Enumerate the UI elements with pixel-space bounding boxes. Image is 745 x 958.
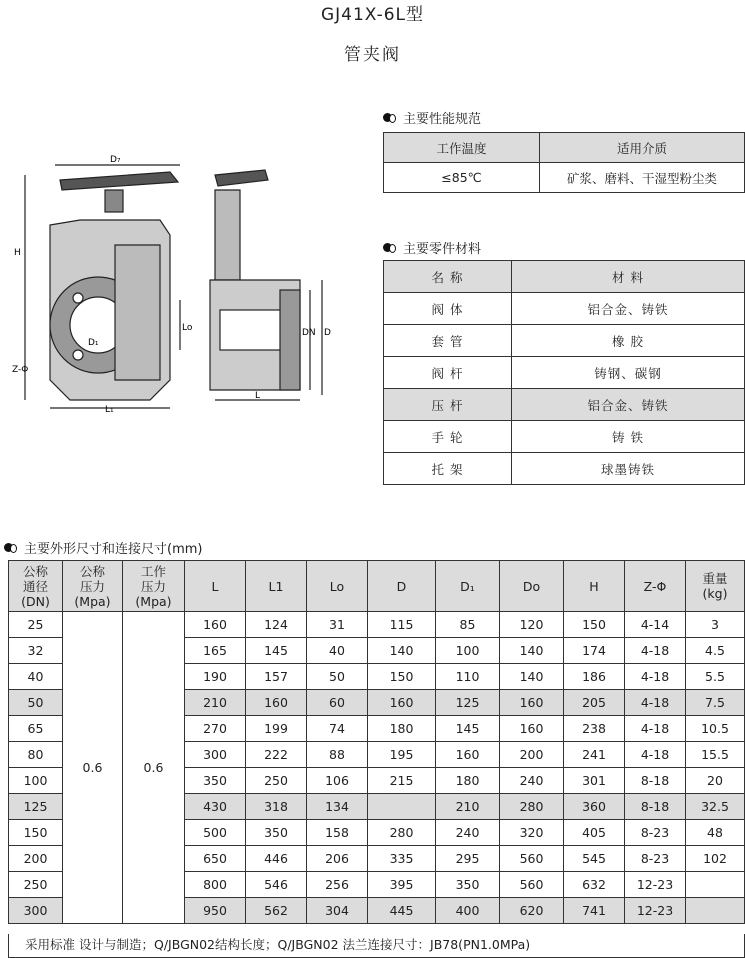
dims-value-cell: 50 [307,664,368,690]
materials-table [383,260,745,485]
dims-value-cell: 301 [564,768,625,794]
dimensions-heading [4,538,202,557]
dims-value-cell: 145 [436,716,500,742]
dims-value-cell: 12-23 [625,898,686,924]
dims-value-cell: 562 [246,898,307,924]
dims-dn-cell: 80 [9,742,63,768]
dims-value-cell: 100 [436,638,500,664]
dims-value-cell: 206 [307,846,368,872]
dims-value-cell: 102 [686,846,745,872]
dims-value-cell: 190 [185,664,246,690]
dims-header-cell: L1 [246,561,307,612]
dims-value-cell: 12-23 [625,872,686,898]
dims-value-cell: 430 [185,794,246,820]
dims-value-cell [368,794,436,820]
mat-name: 套 管 [384,325,512,357]
dims-value-cell: 500 [185,820,246,846]
dims-header-cell: D₁ [436,561,500,612]
perf-header-temp: 工作温度 [384,133,540,163]
dims-value-cell: 160 [500,690,564,716]
dims-value-cell: 4-18 [625,742,686,768]
dims-value-cell: 140 [368,638,436,664]
dims-dn-cell: 100 [9,768,63,794]
label-d7: D₇ [110,155,121,165]
dims-header-cell: 公称 通径 (DN) [9,561,63,612]
table-row [9,612,745,638]
label-lo: Lo [182,323,193,333]
dims-header-cell: Do [500,561,564,612]
mat-header-name: 名 称 [384,261,512,293]
dims-value-cell: 4-18 [625,664,686,690]
dims-value-cell: 32.5 [686,794,745,820]
dims-value-cell: 546 [246,872,307,898]
dims-value-cell: 8-18 [625,768,686,794]
dims-value-cell: 650 [185,846,246,872]
dims-value-cell: 20 [686,768,745,794]
mat-header-material: 材 料 [512,261,745,293]
dims-value-cell: 180 [368,716,436,742]
valve-drawing [10,150,340,415]
bullet-icon [383,243,395,252]
performance-table [383,132,745,193]
dims-header-cell: 重量 (kg) [686,561,745,612]
dims-value-cell: 4-18 [625,690,686,716]
dims-value-cell: 195 [368,742,436,768]
dims-dn-cell: 50 [9,690,63,716]
dims-header-cell: 公称 压力 (Mpa) [63,561,123,612]
label-l: L [255,391,261,401]
label-h: H [14,248,21,258]
dims-value-cell: 88 [307,742,368,768]
perf-medium-value: 矿浆、磨料、干湿型粉尘类 [540,163,745,193]
dims-header-cell: D [368,561,436,612]
dims-value-cell: 280 [368,820,436,846]
dims-value-cell: 350 [246,820,307,846]
dims-value-cell: 160 [246,690,307,716]
dims-value-cell: 134 [307,794,368,820]
dims-value-cell: 15.5 [686,742,745,768]
dims-header-cell: 工作 压力 (Mpa) [123,561,185,612]
dims-value-cell: 8-23 [625,846,686,872]
dims-value-cell: 545 [564,846,625,872]
dims-value-cell: 800 [185,872,246,898]
dims-value-cell: 106 [307,768,368,794]
dims-header-cell: L [185,561,246,612]
dims-value-cell: 270 [185,716,246,742]
mat-name: 托 架 [384,453,512,485]
dims-value-cell: 158 [307,820,368,846]
dims-value-cell: 200 [500,742,564,768]
dims-value-cell: 174 [564,638,625,664]
dims-value-cell: 3 [686,612,745,638]
dims-dn-cell: 300 [9,898,63,924]
dims-value-cell: 160 [500,716,564,742]
dims-dn-cell: 32 [9,638,63,664]
dims-value-cell: 160 [185,612,246,638]
dims-value-cell: 8-23 [625,820,686,846]
label-dn: DN [302,328,316,338]
dims-value-cell [686,898,745,924]
mat-name: 阀 体 [384,293,512,325]
page-title: 管夹阀 [344,45,401,65]
dims-value-cell: 350 [185,768,246,794]
dims-value-cell: 10.5 [686,716,745,742]
dims-value-cell: 4.5 [686,638,745,664]
dims-value-cell: 445 [368,898,436,924]
bullet-icon [4,543,16,552]
perf-temp-value: ≤85℃ [384,163,540,193]
dims-value-cell: 741 [564,898,625,924]
dims-value-cell: 400 [436,898,500,924]
dims-value-cell [686,872,745,898]
dims-value-cell: 250 [246,768,307,794]
dims-value-cell: 300 [185,742,246,768]
standards-footer: 采用标准 设计与制造；Q/JBGN02结构长度；Q/JBGN02 法兰连接尺寸：JB78(PN1.0MPa) [8,934,745,958]
dims-value-cell: 950 [185,898,246,924]
mat-name: 阀 杆 [384,357,512,389]
dims-value-cell: 140 [500,638,564,664]
dims-value-cell: 304 [307,898,368,924]
dims-value-cell: 210 [185,690,246,716]
dims-value-cell: 238 [564,716,625,742]
dims-value-cell: 4-14 [625,612,686,638]
label-d: D [324,328,331,338]
dims-value-cell: 74 [307,716,368,742]
dims-header-cell: H [564,561,625,612]
mat-material: 球墨铸铁 [512,453,745,485]
dims-value-cell: 632 [564,872,625,898]
mat-name: 手 轮 [384,421,512,453]
dims-value-cell: 240 [436,820,500,846]
dims-value-cell: 160 [436,742,500,768]
dims-value-cell: 7.5 [686,690,745,716]
dims-value-cell: 125 [436,690,500,716]
dims-nominal-pressure: 0.6 [63,612,123,924]
dims-value-cell: 210 [436,794,500,820]
dims-value-cell: 560 [500,846,564,872]
dims-value-cell: 560 [500,872,564,898]
dims-value-cell: 124 [246,612,307,638]
dims-value-cell: 295 [436,846,500,872]
dims-value-cell: 150 [564,612,625,638]
perf-header-medium: 适用介质 [540,133,745,163]
dims-working-pressure: 0.6 [123,612,185,924]
dims-value-cell: 620 [500,898,564,924]
dims-value-cell: 240 [500,768,564,794]
model-number: GJ41X-6L型 [320,5,425,25]
dims-dn-cell: 25 [9,612,63,638]
dims-value-cell: 5.5 [686,664,745,690]
dims-value-cell: 140 [500,664,564,690]
dims-value-cell: 157 [246,664,307,690]
mat-material: 橡 胶 [512,325,745,357]
dims-value-cell: 4-18 [625,638,686,664]
dims-dn-cell: 250 [9,872,63,898]
dims-dn-cell: 150 [9,820,63,846]
label-d1: D₁ [88,338,99,348]
dims-value-cell: 205 [564,690,625,716]
dims-value-cell: 280 [500,794,564,820]
dims-value-cell: 120 [500,612,564,638]
dims-value-cell: 145 [246,638,307,664]
dims-value-cell: 85 [436,612,500,638]
performance-heading [383,108,481,127]
dims-value-cell: 40 [307,638,368,664]
dims-value-cell: 350 [436,872,500,898]
mat-name: 压 杆 [384,389,512,421]
mat-material: 铝合金、铸铁 [512,389,745,421]
dims-value-cell: 160 [368,690,436,716]
dims-dn-cell: 40 [9,664,63,690]
dims-value-cell: 405 [564,820,625,846]
dims-value-cell: 222 [246,742,307,768]
dims-value-cell: 180 [436,768,500,794]
dims-value-cell: 360 [564,794,625,820]
mat-material: 铝合金、铸铁 [512,293,745,325]
dims-value-cell: 318 [246,794,307,820]
materials-heading [383,238,481,257]
dims-dn-cell: 65 [9,716,63,742]
dims-value-cell: 48 [686,820,745,846]
dims-value-cell: 31 [307,612,368,638]
dims-value-cell: 110 [436,664,500,690]
mat-material: 铸 铁 [512,421,745,453]
dimensions-table [8,560,745,924]
dims-value-cell: 320 [500,820,564,846]
dims-value-cell: 8-18 [625,794,686,820]
dims-value-cell: 215 [368,768,436,794]
dimensions-heading-text: 主要外形尺寸和连接尺寸(mm) [24,542,203,557]
dims-value-cell: 199 [246,716,307,742]
dims-header-cell: Lo [307,561,368,612]
dims-value-cell: 150 [368,664,436,690]
performance-heading-text: 主要性能规范 [403,112,482,127]
dims-value-cell: 115 [368,612,436,638]
dims-value-cell: 395 [368,872,436,898]
dims-value-cell: 186 [564,664,625,690]
mat-material: 铸钢、碳钢 [512,357,745,389]
dims-value-cell: 4-18 [625,716,686,742]
dims-value-cell: 256 [307,872,368,898]
dims-value-cell: 446 [246,846,307,872]
dims-value-cell: 241 [564,742,625,768]
materials-heading-text: 主要零件材料 [403,242,482,257]
dims-dn-cell: 200 [9,846,63,872]
dims-value-cell: 60 [307,690,368,716]
dims-dn-cell: 125 [9,794,63,820]
label-l1: L₁ [105,405,114,415]
dims-value-cell: 165 [185,638,246,664]
dims-value-cell: 335 [368,846,436,872]
dims-header-cell: Z-Φ [625,561,686,612]
bullet-icon [383,113,395,122]
label-z: Z-Φ [12,365,29,375]
